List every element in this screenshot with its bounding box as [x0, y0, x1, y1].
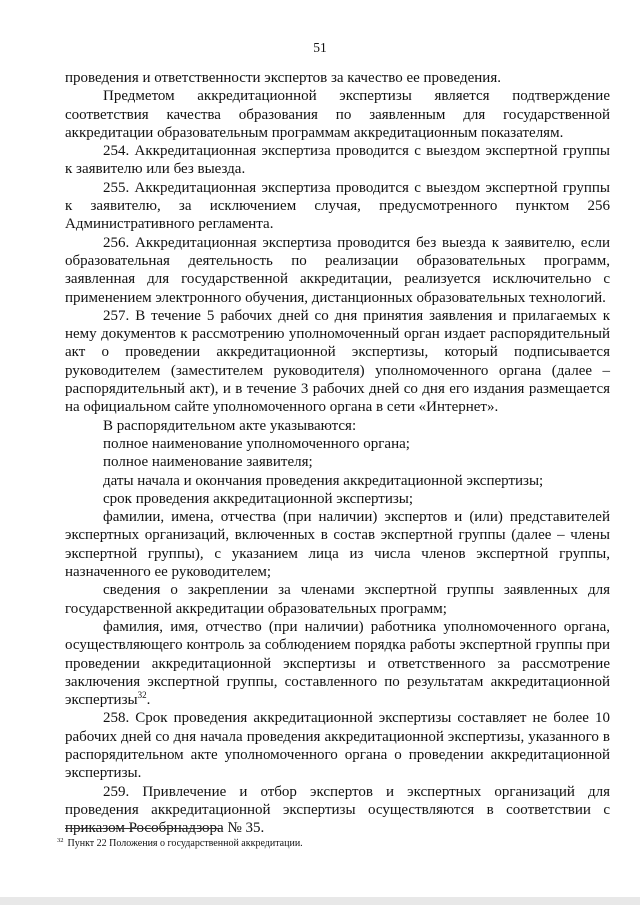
- list-item-controller-text: фамилия, имя, отчество (при наличии) работника уполномоченного органа, осуществляющего контроль за соблюдением порядка работы экспертной группы при проведении аккредитационной экспертизы и ответственного за рассмотрение заключения экспертной группы, составленного по результатам аккредитационной экспертизы: [65, 618, 610, 709]
- list-item-applicant-name: полное наименование заявителя;: [103, 454, 313, 471]
- footnote-reference: 32: [137, 690, 147, 701]
- list-item-term: срок проведения аккредитационной экспертизы;: [103, 490, 414, 507]
- body-text: [65, 69, 610, 837]
- paragraph-257: 257. В течение 5 рабочих дней со дня принятия заявления и прилагаемых к нему документов к рассмотрению уполномоченный орган издает распорядительный акт о проведении аккредитационной экспертизы, который подписывается руководителем (заместителем руководителя) уполномоченного органа (далее – распорядительный акт), и в течение 3 рабочих дней со дня его издания размещается на официальном сайте уполномоченного органа в сети «Интернет».: [65, 307, 610, 416]
- list-item-controller: [65, 618, 610, 709]
- list-item-programs: сведения о закреплении за членами экспертной группы заявленных для государственной аккредитации образовательных программ;: [65, 582, 610, 617]
- list-item-controller-end: .: [146, 692, 151, 709]
- list-intro: В распорядительном акте указываются:: [103, 417, 357, 434]
- list-item-dates: даты начала и окончания проведения аккредитационной экспертизы;: [103, 472, 544, 489]
- footnote: [57, 837, 597, 850]
- paragraph-255: 255. Аккредитационная экспертиза проводится с выездом экспертной группы к заявителю, за исключением случая, предусмотренного пунктом 256 Административного регламента.: [65, 179, 610, 233]
- footnote-divider: [65, 828, 223, 829]
- paragraph-259: 259. Привлечение и отбор экспертов и экспертных организаций для проведения аккредитационной экспертизы осуществляются в соответствии с приказом Рособрнадзора № 35.: [65, 783, 610, 837]
- footnote-text: Пункт 22 Положения о государственной аккредитации.: [67, 838, 303, 849]
- scan-bottom-edge: [0, 897, 640, 905]
- paragraph-254: 254. Аккредитационная экспертиза проводится с выездом экспертной группы к заявителю или без выезда.: [65, 143, 610, 178]
- list-item-experts: фамилии, имена, отчества (при наличии) экспертов и (или) представителей экспертных организаций, включенных в состав экспертной группы (далее – члены экспертной группы), с указанием лица из числа членов экспертной группы, назначенного ее руководителем;: [65, 509, 610, 581]
- paragraph-continuation: проведения и ответственности экспертов за качество ее проведения.: [65, 70, 501, 86]
- page-number: 51: [313, 40, 327, 55]
- footnote-number: 32: [57, 836, 64, 844]
- paragraph-258: 258. Срок проведения аккредитационной экспертизы составляет не более 10 рабочих дней со дня начала проведения аккредитационной экспертизы, указанного в распорядительном акте уполномоченного органа о проведении аккредитационной экспертизы.: [65, 710, 610, 782]
- paragraph-subject: Предметом аккредитационной экспертизы является подтверждение соответствия качества образования по заявленным для государственной аккредитации образовательным программам аккредитационным показателям.: [65, 88, 610, 141]
- paragraph-256: 256. Аккредитационная экспертиза проводится без выезда к заявителю, если образовательная деятельность по реализации образовательных программ, заявленная для государственной аккредитации, реализуется исключительно с применением электронного обучения, дистанционных образовательных технологий.: [65, 234, 610, 306]
- list-item-authority-name: полное наименование уполномоченного органа;: [103, 435, 410, 452]
